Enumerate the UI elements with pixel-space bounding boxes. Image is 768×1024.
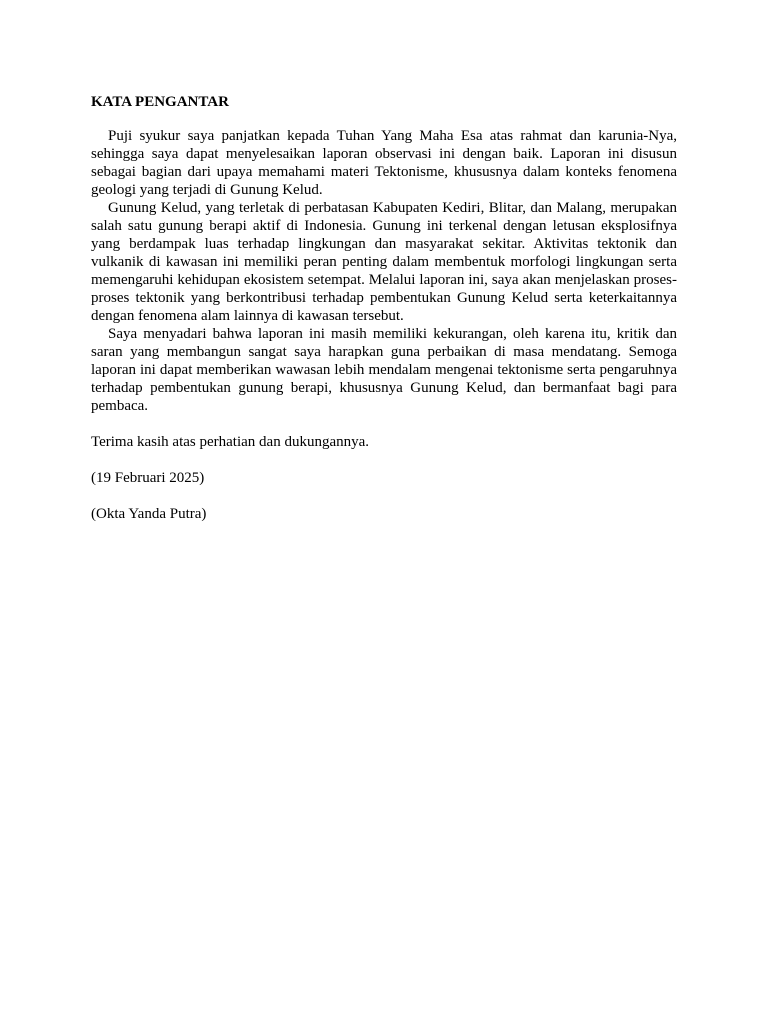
- paragraph-2: Gunung Kelud, yang terletak di perbatasan Kabupaten Kediri, Blitar, dan Malang, merupakan salah satu gunung berapi aktif di Indonesia. Gunung ini terkenal dengan letusan eksplosifnya yang berdampak luas terhadap lingkungan dan masyarakat sekitar. Aktivitas tektonik dan vulkanik di kawasan ini memiliki peran penting dalam membentuk morfologi lingkungan serta memengaruhi kehidupan ekosistem setempat. Melalui laporan ini, saya akan menjelaskan proses-proses tektonik yang berkontribusi terhadap pembentukan Gunung Kelud serta keterkaitannya dengan fenomena alam lainnya di kawasan tersebut.: [91, 200, 677, 324]
- paragraph-3: Saya menyadari bahwa laporan ini masih memiliki kekurangan, oleh karena itu, kritik dan saran yang membangun sangat saya harapkan guna perbaikan di masa mendatang. Semoga laporan ini dapat memberikan wawasan lebih mendalam mengenai tektonisme serta pengaruhnya terhadap pembentukan gunung berapi, khususnya Gunung Kelud, dan bermanfaat bagi para pembaca.: [91, 326, 677, 414]
- closing-line: Terima kasih atas perhatian dan dukungannya.: [91, 434, 370, 450]
- paragraph-1: Puji syukur saya panjatkan kepada Tuhan Yang Maha Esa atas rahmat dan karunia-Nya, sehingga saya dapat menyelesaikan laporan observasi ini dengan baik. Laporan ini disusun sebagai bagian dari upaya memahami materi Tektonisme, khususnya dalam konteks fenomena geologi yang terjadi di Gunung Kelud.: [91, 128, 677, 198]
- document-page: [91, 93, 677, 523]
- author-line: (Okta Yanda Putra): [91, 506, 207, 522]
- document-title: KATA PENGANTAR: [91, 94, 229, 110]
- date-line: (19 Februari 2025): [91, 470, 205, 486]
